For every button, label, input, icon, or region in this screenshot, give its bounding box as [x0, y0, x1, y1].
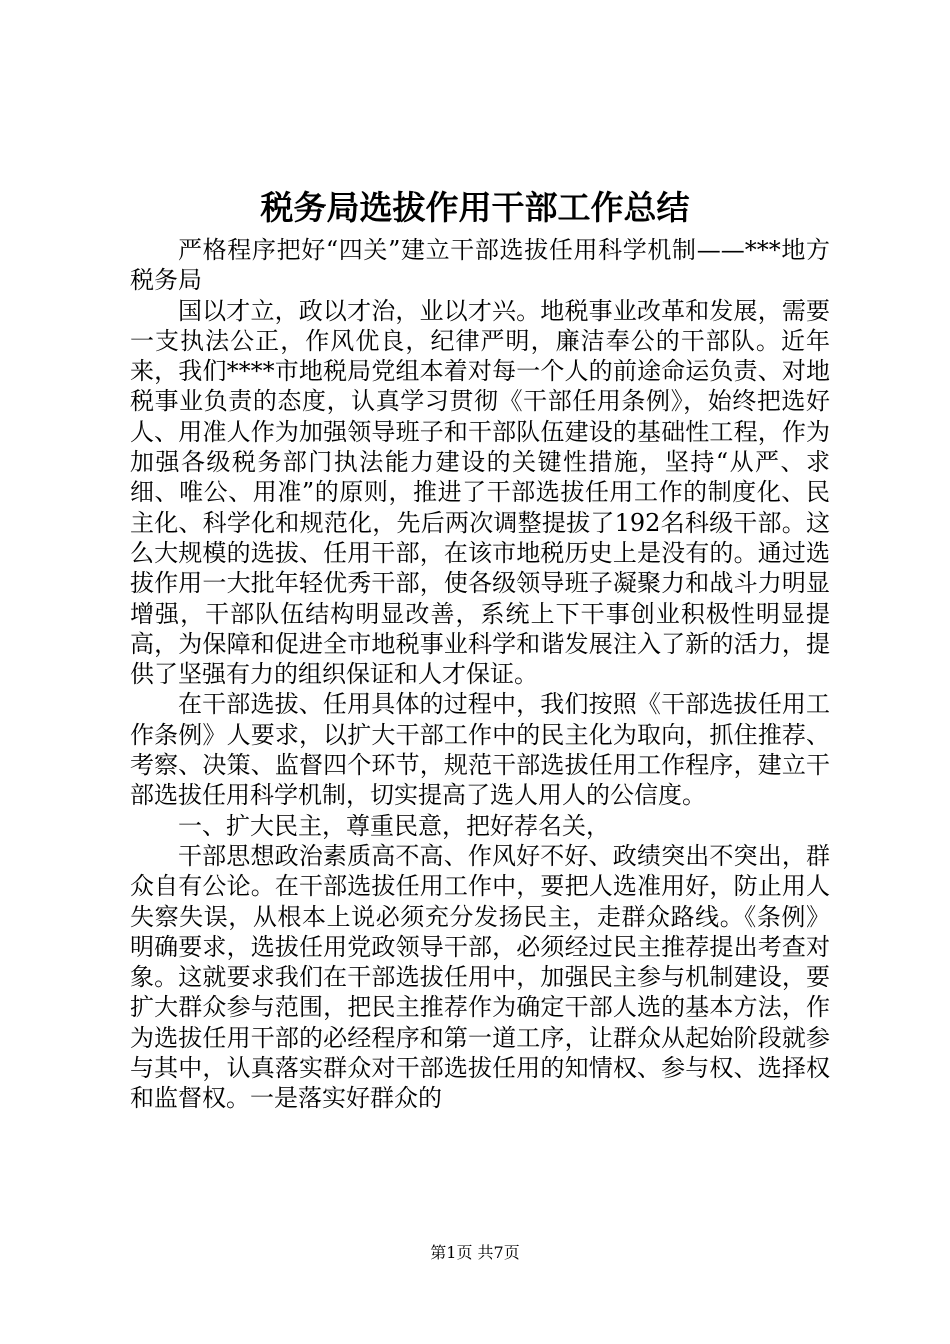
body-paragraph-3: 干部思想政治素质高不高、作风好不好、政绩突出不突出，群众自有公论。在干部选拔任用工作中，要把人选准用好，防止用人失察失误，从根本上说必须充分发扬民主，走群众路线。《条例》明确要求，选拔任用党政领导干部，必须经过民主推荐提出考查对象。这就要求我们在干部选拔任用中，加强民主参与机制建设，要扩大群众参与范围，把民主推荐作为确定干部人选的基本方法，作为选拔任用干部的必经程序和第一道工序，让群众从起始阶段就参与其中，认真落实群众对干部选拔任用的知情权、参与权、选择权和监督权。一是落实好群众的	[130, 841, 830, 1113]
document-body	[130, 235, 830, 1114]
subtitle-paragraph: 严格程序把好“四关”建立干部选拔任用科学机制——***地方税务局	[130, 236, 830, 295]
body-paragraph-2: 在干部选拔、任用具体的过程中，我们按照《干部选拔任用工作条例》人要求，以扩大干部工作中的民主化为取向，抓住推荐、考察、决策、监督四个环节，规范干部选拔任用工作程序，建立干部选拔任用科学机制，切实提高了选人用人的公信度。	[130, 690, 830, 810]
section-heading-1: 一、扩大民主，尊重民意，把好荐名关，	[178, 811, 610, 840]
body-paragraph-1: 国以才立，政以才治，业以才兴。地税事业改革和发展，需要一支执法公正，作风优良，纪律严明，廉洁奉公的干部队。近年来，我们****市地税局党组本着对每一个人的前途命运负责、对地税事业负责的态度，认真学习贯彻《干部任用条例》，始终把选好人、用准人作为加强领导班子和干部队伍建设的基础性工程，作为加强各级税务部门执法能力建设的关键性措施，坚持“从严、求细、唯公、用准”的原则，推进了干部选拔任用工作的制度化、民主化、科学化和规范化，先后两次调整提拔了192名科级干部。这么大规模的选拔、任用干部，在该市地税历史上是没有的。通过选拔作用一大批年轻优秀干部，使各级领导班子凝聚力和战斗力明显增强，干部队伍结构明显改善，系统上下干事创业积极性明显提高，为保障和促进全市地税事业科学和谐发展注入了新的活力，提供了坚强有力的组织保证和人才保证。	[130, 296, 830, 689]
document-title: 税务局选拔作用干部工作总结	[260, 188, 690, 227]
page-footer: 第1页 共7页	[430, 1243, 520, 1262]
